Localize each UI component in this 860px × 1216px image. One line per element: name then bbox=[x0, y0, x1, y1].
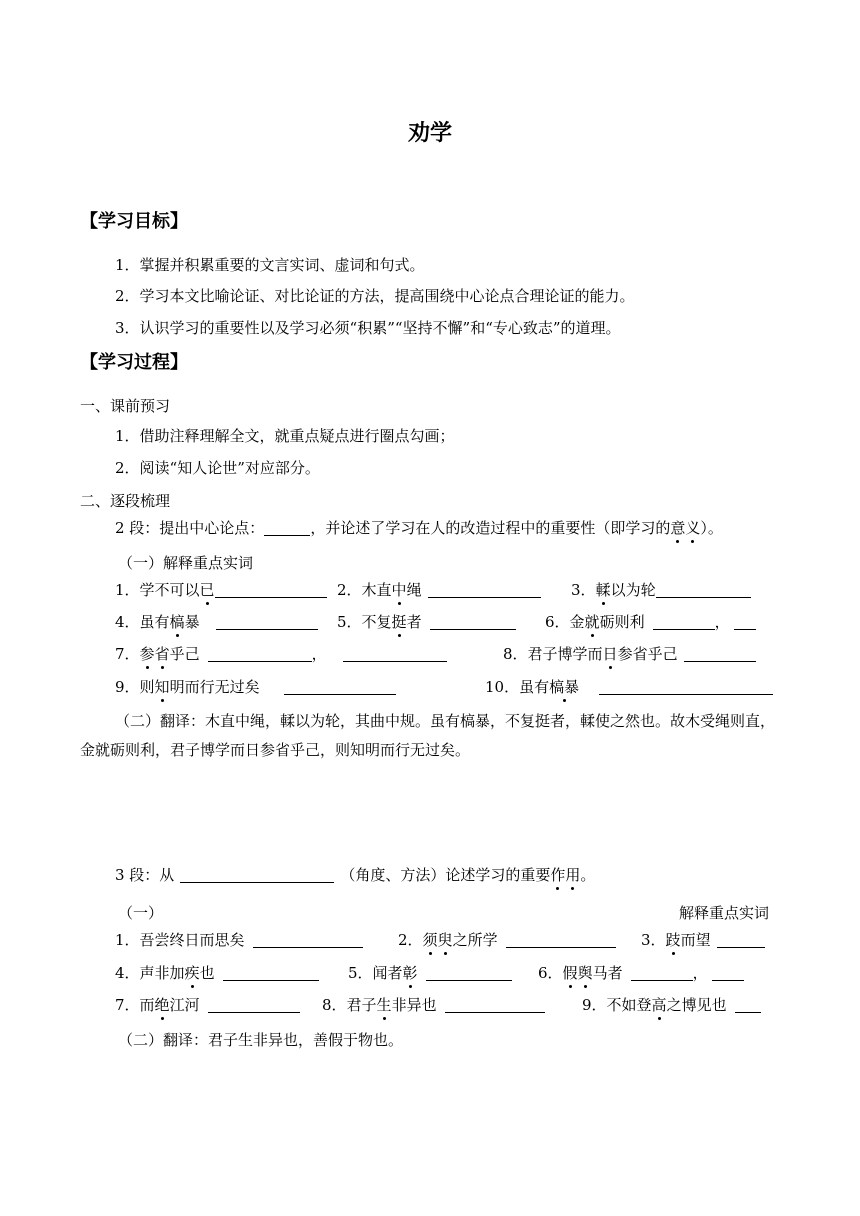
answer-blank[interactable] bbox=[734, 613, 756, 630]
p3-vocab-7: 7．而绝江河 bbox=[115, 994, 300, 1015]
p3-vocab-8: 8．君子生非异也 bbox=[322, 994, 545, 1015]
p2-vocab-8: 8．君子博学而日参省乎己 bbox=[503, 643, 756, 664]
answer-blank[interactable] bbox=[712, 964, 744, 981]
p3-vocab-3: 3．跂而望 bbox=[641, 929, 765, 950]
answer-blank[interactable] bbox=[684, 645, 756, 662]
answer-blank[interactable] bbox=[717, 931, 765, 948]
answer-blank[interactable] bbox=[426, 964, 512, 981]
p3-vocab-9: 9．不如登高之博见也 bbox=[582, 994, 761, 1015]
p3-vocab-2: 2．须臾之所学 bbox=[398, 929, 616, 950]
answer-blank[interactable] bbox=[506, 931, 616, 948]
goals-heading: 【学习目标】 bbox=[80, 211, 188, 232]
answer-blank[interactable] bbox=[223, 964, 319, 981]
p3-vocab-label: （一） bbox=[118, 904, 164, 922]
p2-vocab-title: （一）解释重点实词 bbox=[118, 554, 254, 572]
p2-vocab-9: 9．则知明而行无过矣 bbox=[115, 676, 396, 697]
answer-blank[interactable] bbox=[208, 645, 312, 662]
answer-blank[interactable] bbox=[653, 613, 715, 630]
page-title: 劝学 bbox=[407, 121, 452, 146]
p2-vocab-1: 1．学不可以已 bbox=[115, 579, 327, 600]
p2-vocab-4: 4．虽有槁暴 bbox=[115, 611, 318, 632]
preview-title: 一、课前预习 bbox=[80, 397, 171, 415]
p3-intro: 3 段：从 （角度、方法）论述学习的重要作用。 bbox=[115, 866, 596, 884]
answer-blank[interactable] bbox=[445, 996, 545, 1013]
p3-vocab-title: 解释重点实词 bbox=[679, 904, 770, 922]
p3-vocab-1: 1．吾尝终日而思矣 bbox=[115, 929, 363, 950]
answer-blank[interactable] bbox=[253, 931, 363, 948]
answer-blank[interactable] bbox=[215, 581, 327, 598]
p2-vocab-10: 10．虽有槁暴 bbox=[485, 676, 773, 697]
p3-vocab-6: 6．假舆马者 ， bbox=[538, 962, 744, 983]
preview-item-2: 2．阅读“知人论世”对应部分。 bbox=[115, 459, 320, 477]
answer-blank[interactable] bbox=[343, 645, 447, 662]
answer-blank[interactable] bbox=[428, 581, 541, 598]
p3-method-blank[interactable] bbox=[180, 866, 334, 883]
answer-blank[interactable] bbox=[599, 678, 773, 695]
answer-blank[interactable] bbox=[430, 613, 516, 630]
answer-blank[interactable] bbox=[284, 678, 396, 695]
p2-intro: 2 段：提出中心论点： ，并论述了学习在人的改造过程中的重要性（即学习的意义）。 bbox=[115, 519, 723, 537]
p2-vocab-6: 6．金就砺则利 ， bbox=[545, 611, 756, 632]
p2-translate: （二）翻译：木直中绳，輮以为轮，其曲中规。虽有槁暴，不复挺者，輮使之然也。故木受绳则直，金就砺则利，君子博学而日参省乎己，则知明而行无过矣。 bbox=[80, 712, 776, 759]
sort-title: 二、逐段梳理 bbox=[80, 492, 171, 510]
p3-translate: （二）翻译：君子生非异也，善假于物也。 bbox=[118, 1031, 404, 1049]
goal-item-2: 2．学习本文比喻论证、对比论证的方法，提高围绕中心论点合理论证的能力。 bbox=[115, 287, 635, 305]
p2-vocab-3: 3．輮以为轮 bbox=[571, 579, 751, 600]
goal-item-1: 1．掌握并积累重要的文言实词、虚词和句式。 bbox=[115, 256, 425, 274]
goal-item-3: 3．认识学习的重要性以及学习必须“积累”“坚持不懈”和“专心致志”的道理。 bbox=[115, 319, 621, 337]
p3-vocab-4: 4．声非加疾也 bbox=[115, 962, 319, 983]
answer-blank[interactable] bbox=[656, 581, 751, 598]
answer-blank[interactable] bbox=[216, 613, 318, 630]
p2-thesis-blank[interactable] bbox=[264, 519, 310, 536]
preview-item-1: 1．借助注释理解全文，就重点疑点进行圈点勾画； bbox=[115, 427, 455, 445]
answer-blank[interactable] bbox=[208, 996, 300, 1013]
process-heading: 【学习过程】 bbox=[80, 352, 188, 373]
p2-vocab-2: 2．木直中绳 bbox=[337, 579, 541, 600]
p3-vocab-5: 5．闻者彰 bbox=[348, 962, 512, 983]
p2-vocab-5: 5．不复挺者 bbox=[337, 611, 516, 632]
answer-blank[interactable] bbox=[631, 964, 693, 981]
answer-blank[interactable] bbox=[735, 996, 761, 1013]
p2-vocab-7: 7．参省乎己 ， bbox=[115, 643, 447, 664]
